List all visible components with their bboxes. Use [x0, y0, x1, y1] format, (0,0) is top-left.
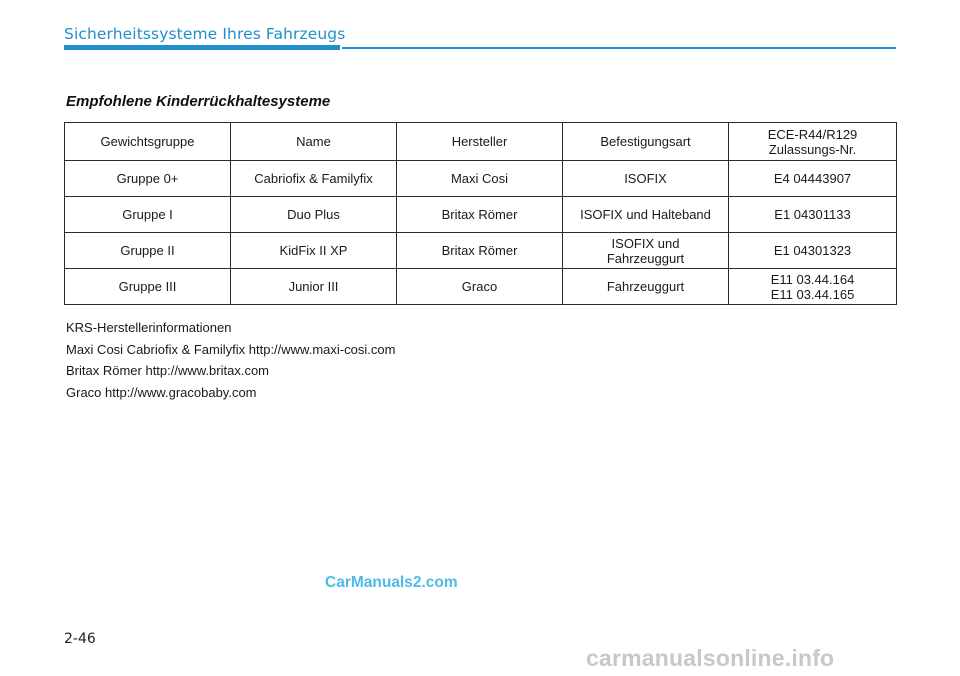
info-heading: KRS-Herstellerinformationen — [66, 320, 232, 335]
table-cell: Gruppe II — [65, 233, 231, 269]
column-header: Befestigungsart — [563, 123, 729, 161]
watermark-text: CarManuals2.com — [325, 574, 458, 591]
table-row — [65, 233, 897, 269]
table-cell: ISOFIX und Halteband — [563, 197, 729, 233]
table-cell: E1 04301323 — [729, 233, 897, 269]
table-cell: Cabriofix & Familyfix — [231, 161, 397, 197]
header-rule-accent — [64, 45, 340, 50]
table-cell: ISOFIX — [563, 161, 729, 197]
table-cell: Britax Römer — [397, 197, 563, 233]
table-cell: E1 04301133 — [729, 197, 897, 233]
table-row — [65, 269, 897, 305]
table-cell: KidFix II XP — [231, 233, 397, 269]
header-rule — [342, 47, 896, 49]
table-row — [65, 197, 897, 233]
table-header-row — [65, 123, 897, 161]
footer-watermark: carmanualsonline.info — [586, 645, 835, 671]
info-line: Graco http://www.gracobaby.com — [66, 384, 257, 400]
table-cell: Duo Plus — [231, 197, 397, 233]
chapter-title: Sicherheitssysteme Ihres Fahrzeugs — [64, 25, 346, 43]
table-cell: Maxi Cosi — [397, 161, 563, 197]
manufacturer-info — [66, 319, 395, 405]
table-cell: E11 03.44.164 E11 03.44.165 — [729, 269, 897, 305]
table-cell: Gruppe I — [65, 197, 231, 233]
column-header: Gewichtsgruppe — [65, 123, 231, 161]
page-number: 2-46 — [64, 631, 96, 647]
column-header: Name — [231, 123, 397, 161]
child-seat-table — [64, 122, 897, 305]
table-cell: ISOFIX und Fahrzeuggurt — [563, 233, 729, 269]
table-row — [65, 161, 897, 197]
table-cell: Graco — [397, 269, 563, 305]
table-cell: Britax Römer — [397, 233, 563, 269]
column-header: ECE-R44/R129 Zulassungs-Nr. — [729, 123, 897, 161]
table-cell: Fahrzeuggurt — [563, 269, 729, 305]
section-title: Empfohlene Kinderrückhaltesysteme — [66, 93, 331, 110]
info-line: Britax Römer http://www.britax.com — [66, 363, 269, 378]
column-header: Hersteller — [397, 123, 563, 161]
table-cell: Junior III — [231, 269, 397, 305]
info-line: Maxi Cosi Cabriofix & Familyfix http://www.maxi-cosi.com — [66, 341, 396, 357]
table-cell: E4 04443907 — [729, 161, 897, 197]
table-cell: Gruppe 0+ — [65, 161, 231, 197]
table-cell: Gruppe III — [65, 269, 231, 305]
